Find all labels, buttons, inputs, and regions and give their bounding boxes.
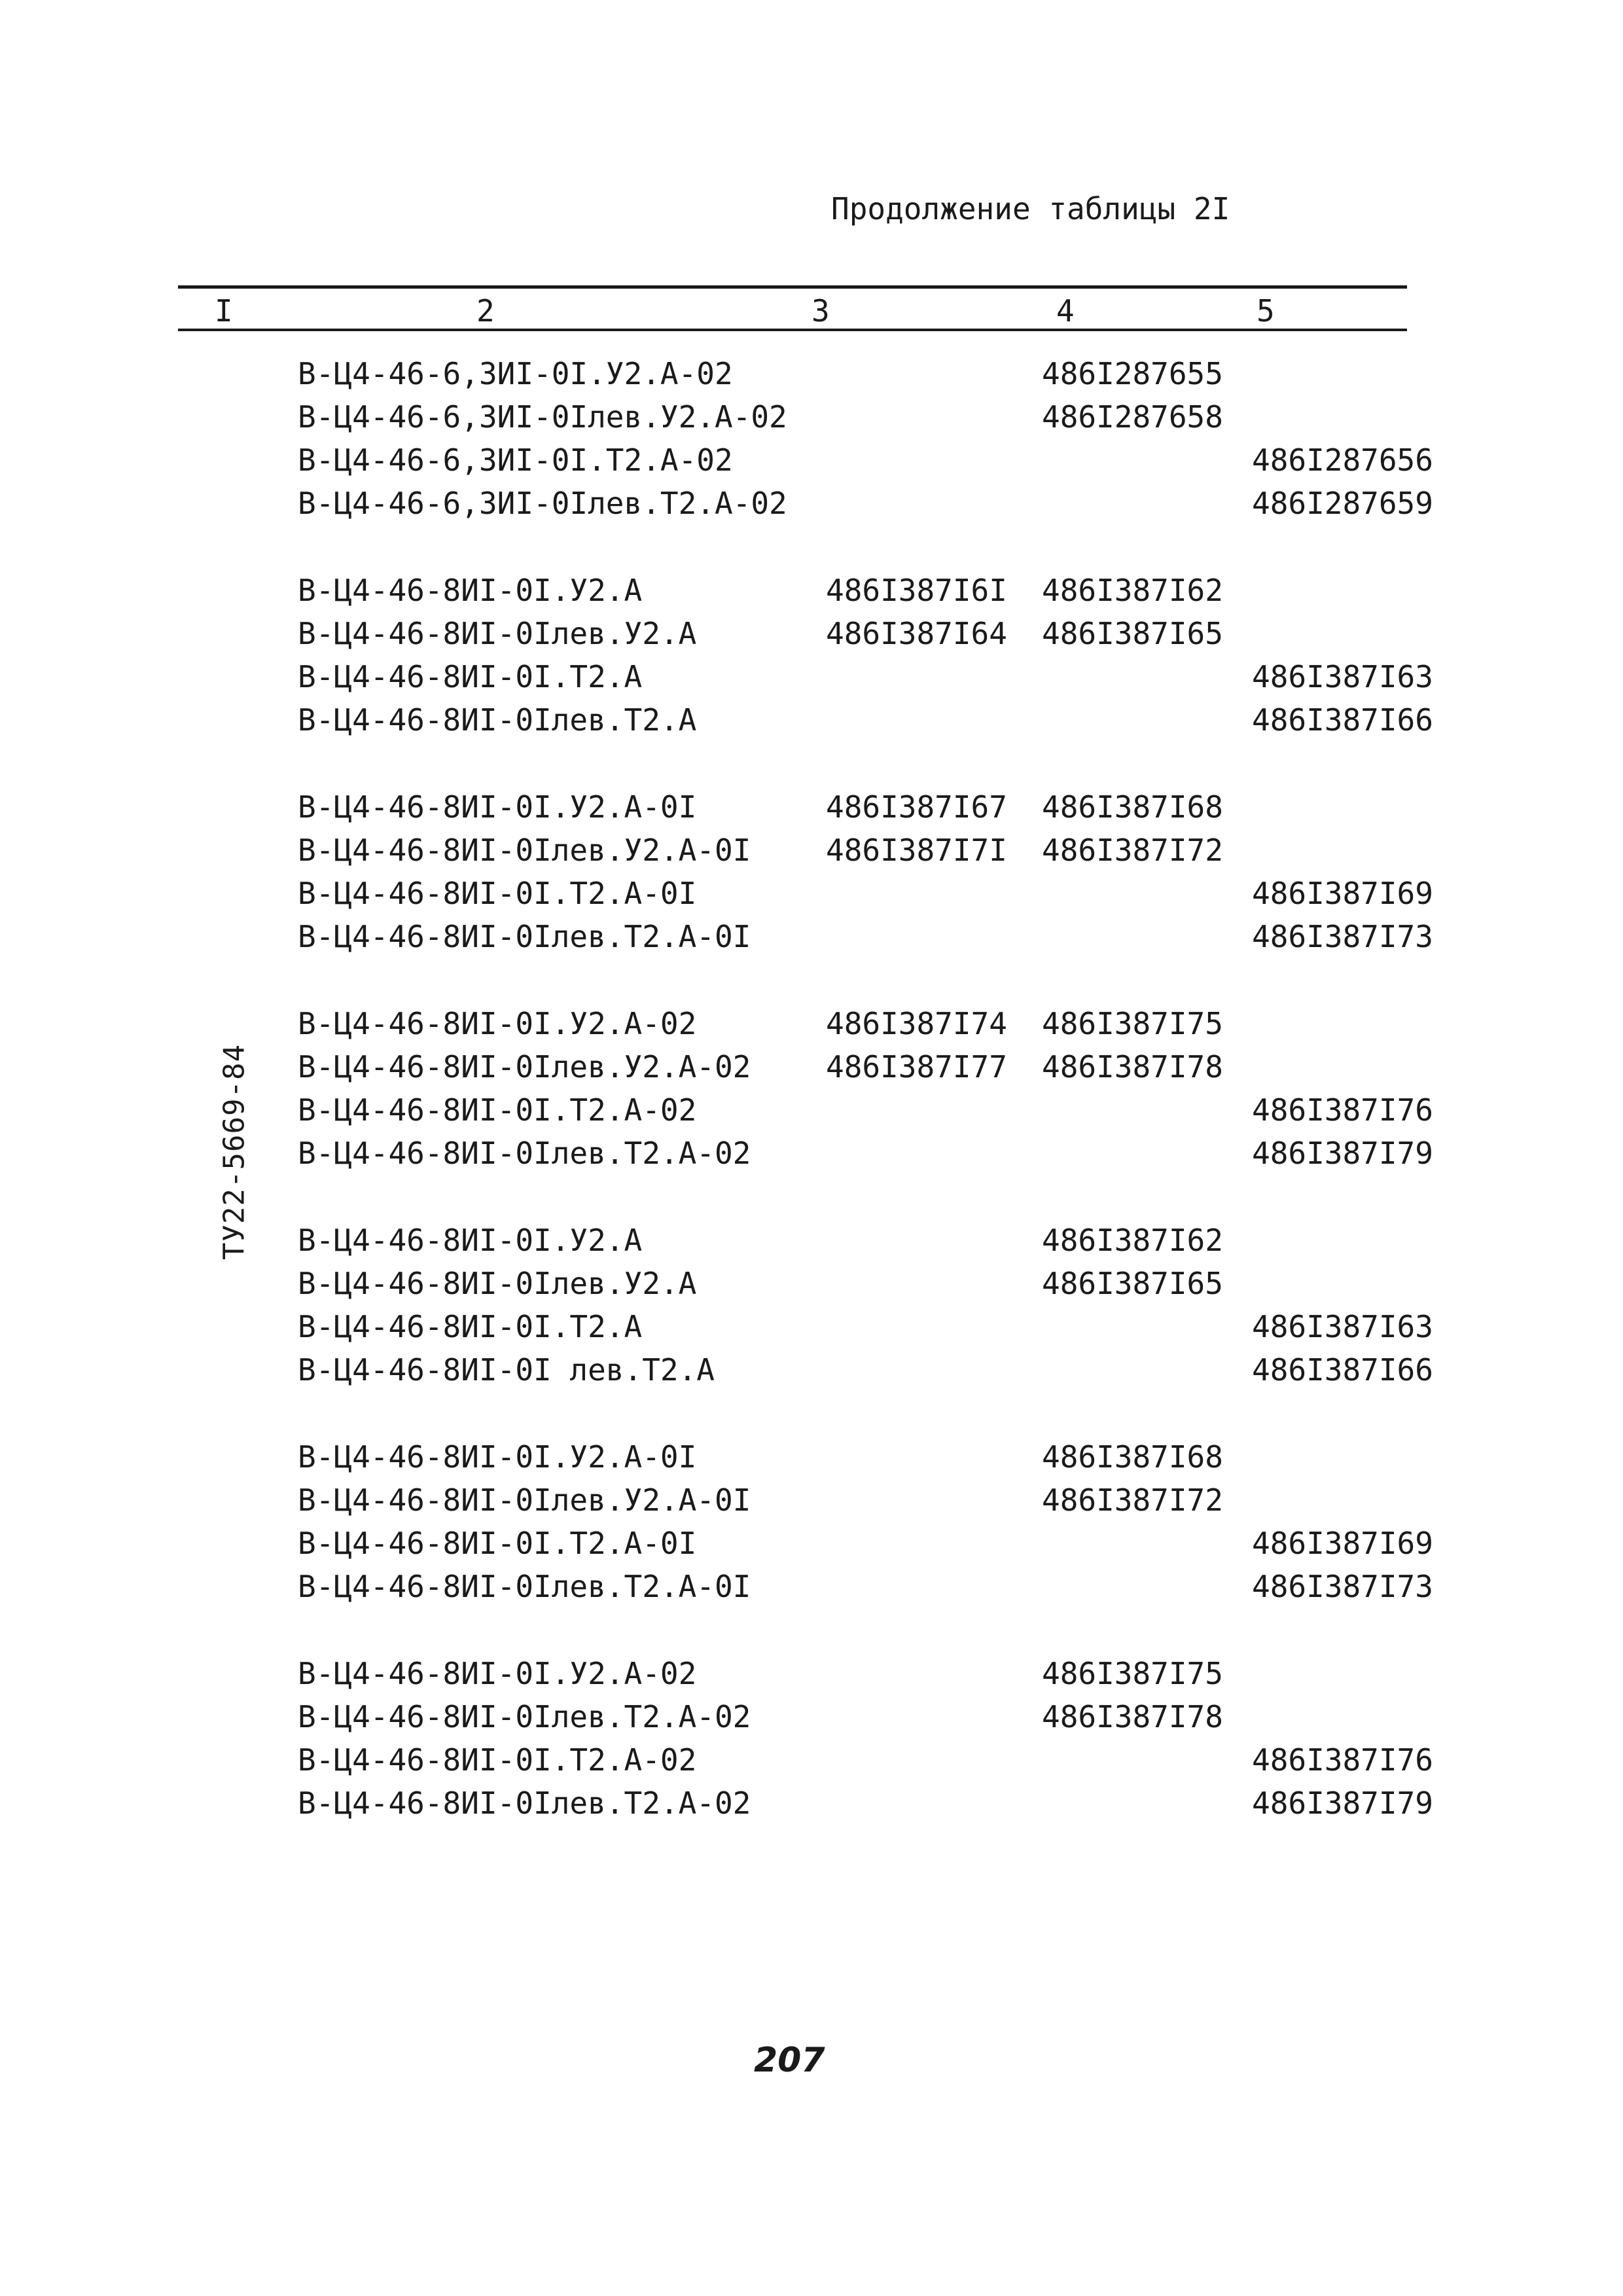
product-code-col5: 486I387I63 [1252,659,1433,694]
fan-designation: В-Ц4-46-8ИI-0Iлев.Т2.А-0I [298,1569,751,1604]
product-code-col5: 486I387I66 [1252,1352,1433,1388]
fan-designation: В-Ц4-46-8ИI-0Iлев.У2.А [298,616,697,651]
product-code-col4: 486I387I78 [1042,1049,1223,1085]
fan-designation: В-Ц4-46-8ИI-0I.Т2.А [298,659,643,694]
product-code-col4: 486I387I68 [1042,789,1223,825]
product-code-col4: 486I387I75 [1042,1656,1223,1691]
product-code-col5: 486I387I63 [1252,1309,1433,1344]
product-code-col4: 486I387I68 [1042,1439,1223,1475]
product-code-col4: 486I387I72 [1042,1482,1223,1518]
table-continuation-heading: Продолжение таблицы 2I [831,191,1230,226]
product-code-col4: 486I387I62 [1042,573,1223,608]
product-code-col5: 486I387I76 [1252,1742,1433,1778]
table-header-rule [178,329,1407,331]
product-code-col3: 486I387I67 [826,789,1007,825]
product-code-col3: 486I387I74 [826,1006,1007,1041]
fan-designation: В-Ц4-46-6,3ИI-0Iлев.Т2.А-02 [298,486,787,521]
product-code-col4: 486I387I78 [1042,1699,1223,1734]
column-header-2: 2 [476,293,495,329]
product-code-col3: 486I387I64 [826,616,1007,651]
product-code-col5: 486I387I79 [1252,1136,1433,1171]
product-code-col5: 486I387I69 [1252,1526,1433,1561]
fan-designation: В-Ц4-46-8ИI-0Iлев.Т2.А-02 [298,1785,751,1821]
product-code-col5: 486I387I69 [1252,876,1433,911]
fan-designation: В-Ц4-46-8ИI-0I.У2.А [298,573,643,608]
product-code-col5: 486I387I73 [1252,919,1433,954]
fan-designation: В-Ц4-46-6,3ИI-0I.У2.А-02 [298,356,733,391]
product-code-col4: 486I387I62 [1042,1223,1223,1258]
product-code-col5: 486I387I66 [1252,702,1433,738]
fan-designation: В-Ц4-46-8ИI-0Iлев.Т2.А-0I [298,919,751,954]
product-code-col4: 486I387I65 [1042,616,1223,651]
page-number: 207 [754,2041,825,2080]
fan-designation: В-Ц4-46-8ИI-0Iлев.Т2.А [298,702,697,738]
fan-designation: В-Ц4-46-6,3ИI-0I.Т2.А-02 [298,442,733,478]
product-code-col5: 486I287659 [1252,486,1433,521]
column-header-1: I [215,293,233,329]
fan-designation: В-Ц4-46-8ИI-0Iлев.Т2.А-02 [298,1136,751,1171]
fan-designation: В-Ц4-46-8ИI-0Iлев.У2.А-02 [298,1049,751,1085]
table-top-rule [178,285,1407,289]
fan-designation: В-Ц4-46-8ИI-0I.У2.А-0I [298,1439,697,1475]
fan-designation: В-Ц4-46-8ИI-0I.Т2.А-02 [298,1742,697,1778]
fan-designation: В-Ц4-46-8ИI-0I.У2.А-02 [298,1656,697,1691]
product-code-col5: 486I287656 [1252,442,1433,478]
fan-designation: В-Ц4-46-8ИI-0Iлев.У2.А-0I [298,833,751,868]
column-header-3: 3 [812,293,830,329]
product-code-col4: 486I287655 [1042,356,1223,391]
fan-designation: В-Ц4-46-8ИI-0I.Т2.А-0I [298,876,697,911]
product-code-col5: 486I387I76 [1252,1092,1433,1128]
column-header-4: 4 [1056,293,1075,329]
fan-designation: В-Ц4-46-8ИI-0Iлев.У2.А-0I [298,1482,751,1518]
product-code-col3: 486I387I77 [826,1049,1007,1085]
product-code-col4: 486I387I65 [1042,1266,1223,1301]
product-code-col4: 486I387I75 [1042,1006,1223,1041]
fan-designation: В-Ц4-46-8ИI-0Iлев.Т2.А-02 [298,1699,751,1734]
column-header-5: 5 [1257,293,1275,329]
product-code-col3: 486I387I7I [826,833,1007,868]
fan-designation: В-Ц4-46-8ИI-0I.Т2.А-0I [298,1526,697,1561]
product-code-col5: 486I387I79 [1252,1785,1433,1821]
fan-designation: В-Ц4-46-8ИI-0I.Т2.А [298,1309,643,1344]
fan-designation: В-Ц4-46-8ИI-0I лев.Т2.А [298,1352,715,1388]
product-code-col3: 486I387I6I [826,573,1007,608]
fan-designation: В-Ц4-46-6,3ИI-0Iлев.У2.А-02 [298,399,787,435]
product-code-col4: 486I387I72 [1042,833,1223,868]
product-code-col4: 486I287658 [1042,399,1223,435]
fan-designation: В-Ц4-46-8ИI-0I.У2.А [298,1223,643,1258]
fan-designation: В-Ц4-46-8ИI-0I.У2.А-02 [298,1006,697,1041]
document-code-vertical: ТУ22-5669-84 [217,1044,251,1260]
fan-designation: В-Ц4-46-8ИI-0I.Т2.А-02 [298,1092,697,1128]
fan-designation: В-Ц4-46-8ИI-0Iлев.У2.А [298,1266,697,1301]
fan-designation: В-Ц4-46-8ИI-0I.У2.А-0I [298,789,697,825]
product-code-col5: 486I387I73 [1252,1569,1433,1604]
